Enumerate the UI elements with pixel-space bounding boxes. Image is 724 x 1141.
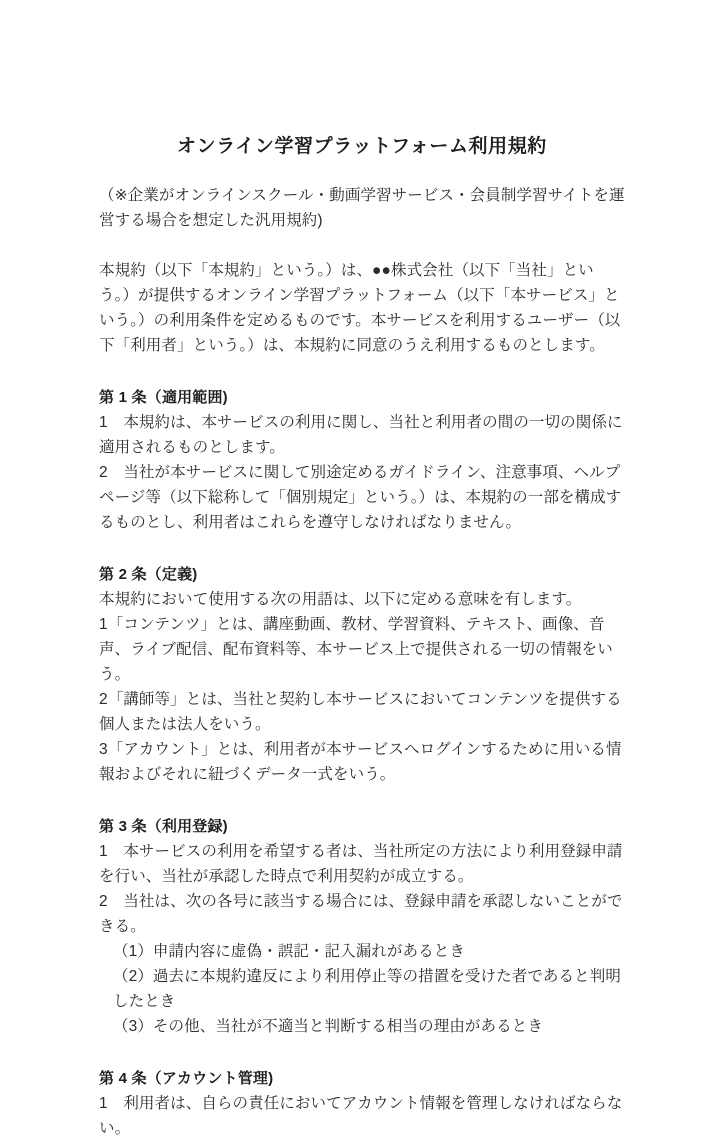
article-clause: 2 当社は、次の各号に該当する場合には、登録申請を承認しないことができる。 [99, 893, 623, 935]
article-heading: 第 3 条（利用登録) [99, 818, 228, 835]
article-clause: 2「講師等」とは、当社と契約し本サービスにおいてコンテンツを提供する個人または法人をいう。 [99, 691, 622, 733]
article-subclause: （1）申請内容に虚偽・誤記・記入漏れがあるとき [113, 943, 465, 960]
article-clause: 1 本サービスの利用を希望する者は、当社所定の方法により利用登録申請を行い、当社が承認した時点で利用契約が成立する。 [99, 843, 623, 885]
article-clause: 2 当社が本サービスに関して別途定めるガイドライン、注意事項、ヘルプページ等（以下総称して「個別規定」という。）は、本規約の一部を構成するものとし、利用者はこれらを遵守しなければなりません。 [99, 464, 622, 531]
article-clause: 1 本規約は、本サービスの利用に関し、当社と利用者の間の一切の関係に適用されるものとします。 [99, 414, 623, 456]
intro-paragraph: 本規約（以下「本規約」という。）は、●●株式会社（以下「当社」という。）が提供するオンライン学習プラットフォーム（以下「本サービス」という。）の利用条件を定めるものです。本サービスを利用するユーザー（以下「利用者」という。）は、本規約に同意のうえ利用するものとします。 [99, 262, 621, 354]
intro-paragraph-block [99, 233, 625, 358]
article-section [99, 1039, 625, 1141]
article-section [99, 358, 625, 535]
document-subtitle: （※企業がオンラインスクール・動画学習サービス・会員制学習サイトを運営する場合を想定した汎用規約) [99, 187, 625, 229]
article-section [99, 535, 625, 787]
page-title: オンライン学習プラットフォーム利用規約 [177, 136, 547, 157]
article-clause: 3「アカウント」とは、利用者が本サービスへログインするために用いる情報およびそれに紐づくデータ一式をいう。 [99, 741, 622, 783]
article-heading: 第 2 条（定義) [99, 566, 198, 583]
article-clause: 本規約において使用する次の用語は、以下に定める意味を有します。 [99, 591, 582, 608]
article-clause: 1「コンテンツ」とは、講座動画、教材、学習資料、テキスト、画像、音声、ライブ配信、配布資料等、本サービス上で提供される一切の情報をいう。 [99, 616, 613, 683]
article-clause: 1 利用者は、自らの責任においてアカウント情報を管理しなければならない。 [99, 1095, 623, 1137]
article-subclause: （2）過去に本規約違反により利用停止等の措置を受けた者であると判明したとき [113, 968, 621, 1010]
document-content [99, 0, 625, 1141]
article-subclause: （3）その他、当社が不適当と判断する相当の理由があるとき [113, 1018, 543, 1035]
article-heading: 第 1 条（適用範囲) [99, 389, 228, 406]
article-heading: 第 4 条（アカウント管理) [99, 1070, 274, 1087]
article-section [99, 787, 625, 1039]
